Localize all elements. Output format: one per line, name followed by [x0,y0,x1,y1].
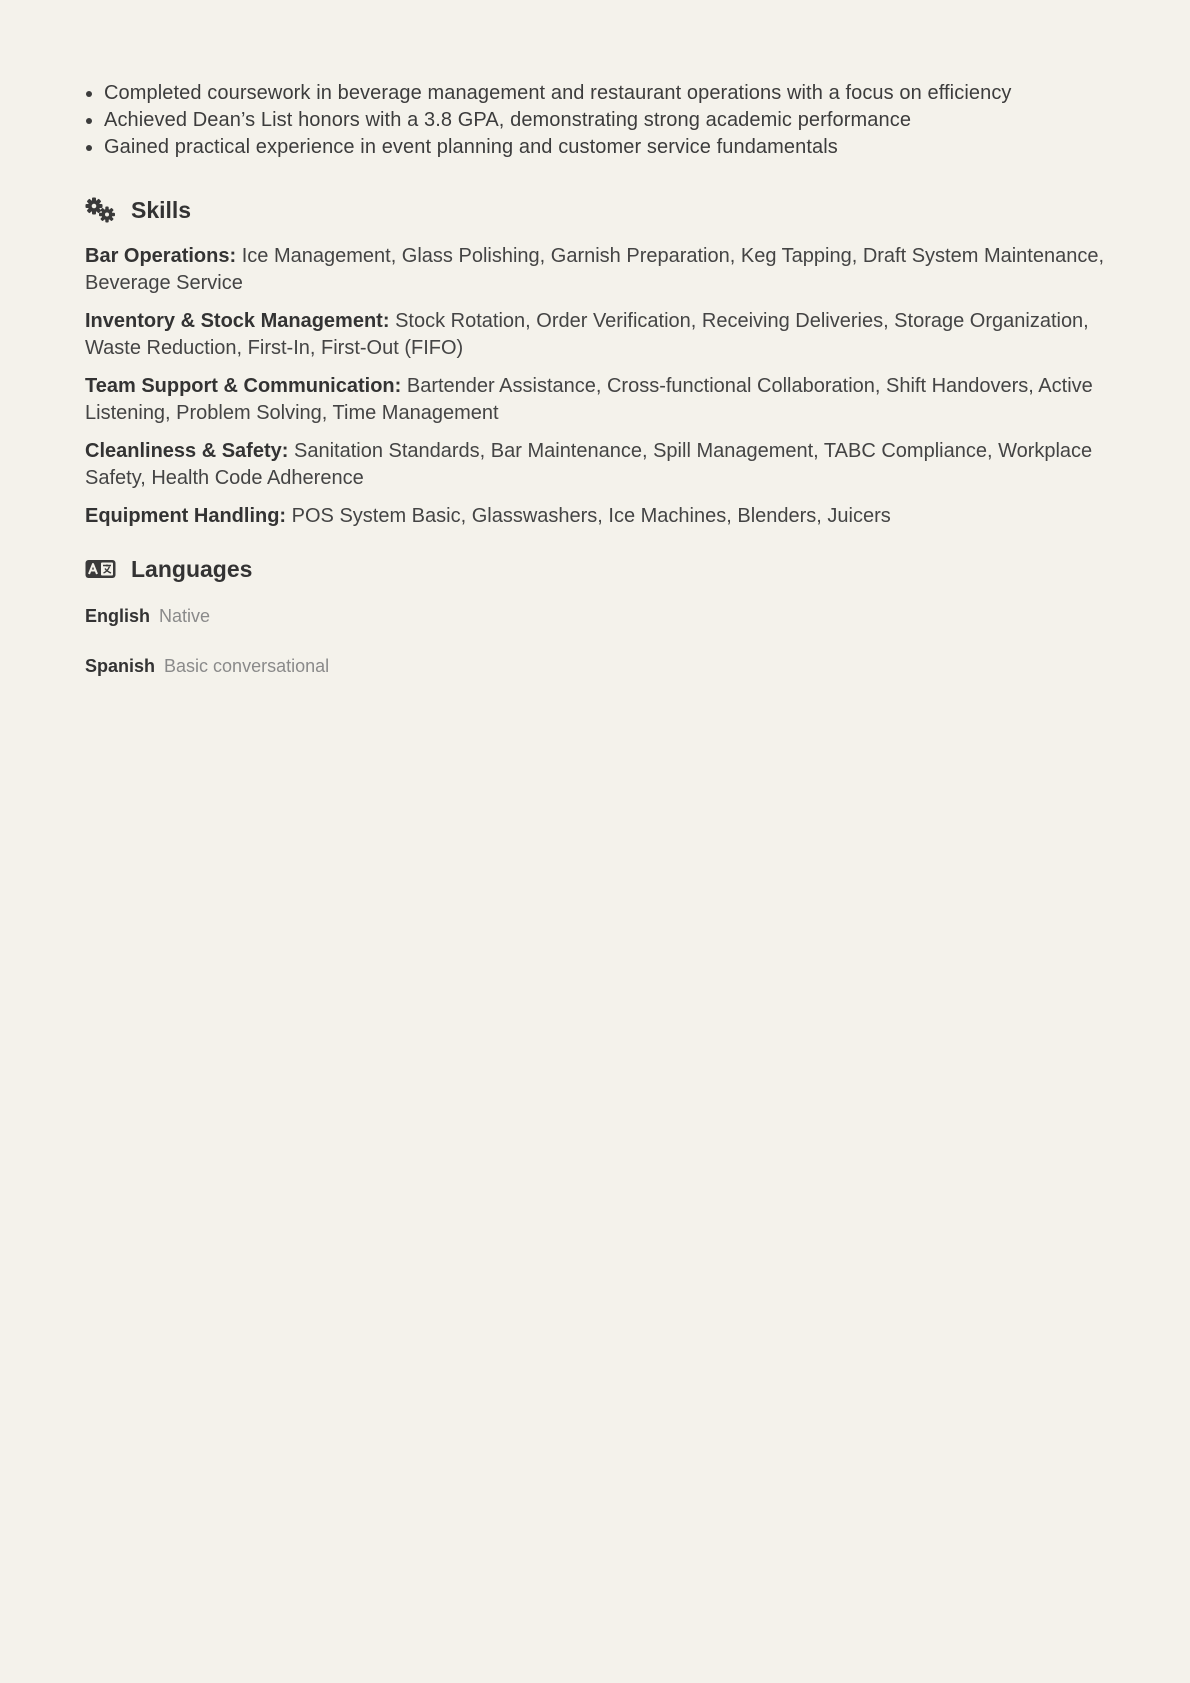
skill-category: Team Support & Communication: [85,375,402,397]
skill-category: Equipment Handling: [85,505,287,527]
list-item: • Completed coursework in beverage management and restaurant operations with a focus on efficiency [104,80,1115,107]
language-row [85,604,1115,628]
skills-heading: Skills [131,196,192,223]
skill-items: Ice Management, Glass Polishing, Garnish Preparation, Keg Tapping, Draft System Maintenance, Beverage Service [85,245,1105,294]
skill-row [85,308,1115,362]
list-item: • Achieved Dean’s List honors with a 3.8 GPA, demonstrating strong academic performance [104,107,1115,134]
skill-row [85,438,1115,492]
skill-row [85,243,1115,297]
languages-section-header [85,554,1115,584]
skill-items: Bartender Assistance, Cross-functional Collaboration, Shift Handovers, Active Listening, Problem Solving, Time Management [85,375,1093,424]
skill-category: Cleanliness & Safety: [85,440,289,462]
language-row [85,654,1115,678]
skill-category: Bar Operations: [85,245,237,267]
language-name: Spanish [85,656,156,676]
language-icon [85,554,116,584]
skill-row [85,503,1115,530]
skill-items: Sanitation Standards, Bar Maintenance, Spill Management, TABC Compliance, Workplace Safety, Health Code Adherence [85,440,1093,489]
resume-page [85,0,1115,704]
skill-category: Inventory & Stock Management: [85,310,390,332]
languages-heading: Languages [131,555,253,582]
skills-section-header [85,195,1115,225]
skill-items: Stock Rotation, Order Verification, Receiving Deliveries, Storage Organization, Waste Reduction, First-In, First-Out (FIFO) [85,310,1089,359]
gears-icon [85,195,116,225]
languages-list [85,604,1115,678]
language-name: English [85,606,151,626]
language-level: Native [159,606,211,626]
skills-list [85,243,1115,530]
skill-items: POS System Basic, Glasswashers, Ice Machines, Blenders, Juicers [291,505,891,527]
language-level: Basic conversational [164,656,330,676]
skill-row [85,373,1115,427]
list-item: • Gained practical experience in event planning and customer service fundamentals [104,134,1115,161]
education-highlights [85,80,1115,161]
